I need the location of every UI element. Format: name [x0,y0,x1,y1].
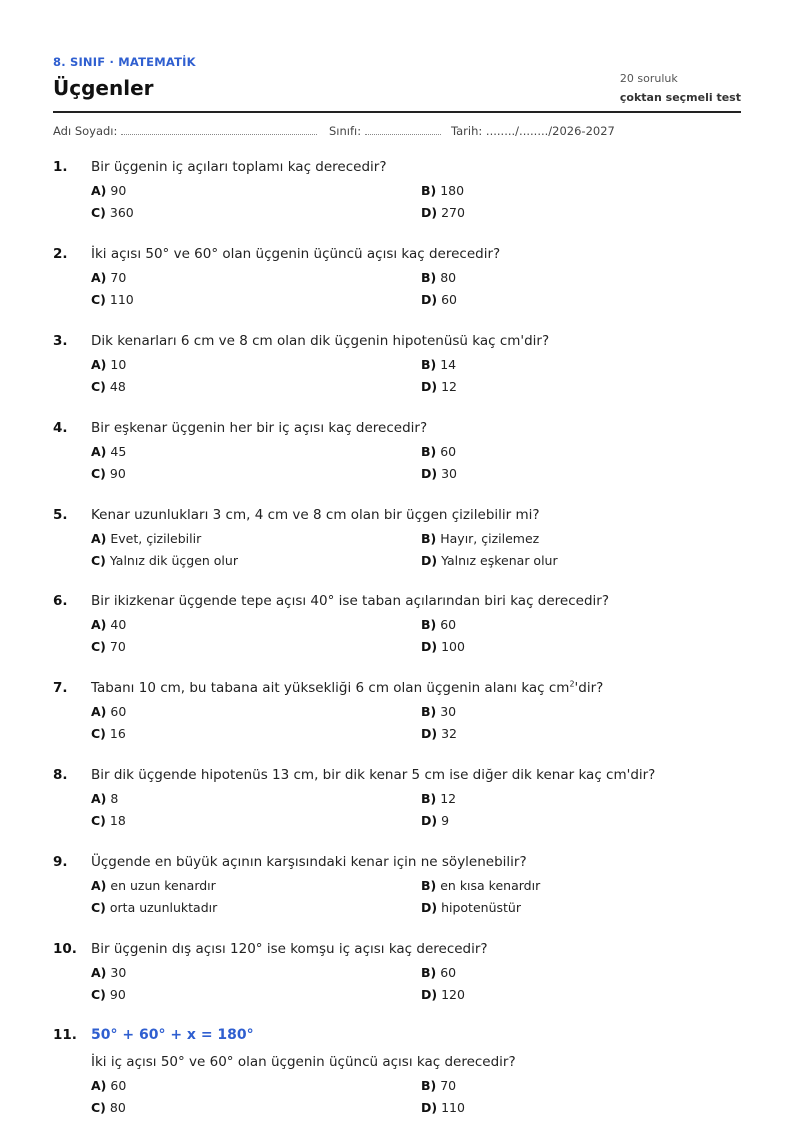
option-a[interactable]: A) 60 [91,1078,127,1093]
question-number: 6. [53,593,68,609]
question-count: 20 soruluk [619,72,678,85]
option-a[interactable]: A) Evet, çizilebilir [91,531,202,546]
question-text: Dik kenarları 6 cm ve 8 cm olan dik üçgenin hipotenüsü kaç cm'dir? [91,333,550,349]
grade-subject-label: 8. SINIF · MATEMATİK [53,55,196,69]
header-divider [53,111,741,113]
option-d[interactable]: D) 110 [421,1100,465,1115]
question-number: 8. [53,767,68,783]
option-a[interactable]: A) 30 [91,965,127,980]
question-number: 3. [53,333,68,349]
option-b[interactable]: B) 60 [421,444,457,459]
option-a[interactable]: A) 60 [91,704,127,719]
question-text: Bir eşkenar üçgenin her bir iç açısı kaç derecedir? [91,420,428,436]
option-c[interactable]: C) 18 [91,813,126,828]
option-b[interactable]: B) 180 [421,183,465,198]
test-type: çoktan seçmeli test [619,91,741,104]
question-text: Bir dik üçgende hipotenüs 13 cm, bir dik kenar 5 cm ise diğer dik kenar kaç cm'dir? [91,767,656,783]
name-label: Adı Soyadı: [53,124,118,138]
question-number: 1. [53,159,68,175]
option-b[interactable]: B) 60 [421,617,457,632]
question-formula: 50° + 60° + x = 180° [91,1027,254,1043]
option-d[interactable]: D) 60 [421,292,457,307]
option-d[interactable]: D) 100 [421,639,465,654]
option-d[interactable]: D) 32 [421,726,457,741]
date-label: Tarih: [451,124,483,138]
class-field[interactable] [329,124,441,138]
date-field[interactable] [451,124,615,138]
question-number: 9. [53,854,68,870]
option-d[interactable]: D) 120 [421,987,465,1002]
option-c[interactable]: C) 110 [91,292,134,307]
class-label: Sınıfı: [329,124,362,138]
option-a[interactable]: A) 70 [91,270,127,285]
option-b[interactable]: B) 30 [421,704,457,719]
option-c[interactable]: C) 80 [91,1100,126,1115]
option-a[interactable]: A) 90 [91,183,127,198]
option-d[interactable]: D) 30 [421,466,457,481]
question-text: İki açısı 50° ve 60° olan üçgenin üçüncü açısı kaç derecedir? [91,246,501,262]
question-text: Kenar uzunlukları 3 cm, 4 cm ve 8 cm olan bir üçgen çizilebilir mi? [91,507,540,523]
option-d[interactable]: D) 9 [421,813,450,828]
superscript-2: 2 [569,679,575,689]
question-number: 4. [53,420,68,436]
page-title: Üçgenler [53,76,154,100]
option-b[interactable]: B) en kısa kenardır [421,878,541,893]
option-c[interactable]: C) 16 [91,726,126,741]
option-c[interactable]: C) Yalnız dik üçgen olur [91,553,238,568]
question-number: 2. [53,246,68,262]
option-c[interactable]: C) 70 [91,639,126,654]
test-meta [620,71,741,108]
option-a[interactable]: A) 40 [91,617,127,632]
option-c[interactable]: C) 90 [91,466,126,481]
question-number: 11. [53,1027,77,1043]
question-text: Üçgende en büyük açının karşısındaki kenar için ne söylenebilir? [91,854,527,870]
date-value[interactable]: ......../......../2026-2027 [485,124,615,138]
option-b[interactable]: B) 70 [421,1078,457,1093]
option-a[interactable]: A) en uzun kenardır [91,878,216,893]
option-c[interactable]: C) orta uzunluktadır [91,900,218,915]
option-d[interactable]: D) 12 [421,379,457,394]
option-a[interactable]: A) 8 [91,791,119,806]
question-number: 5. [53,507,68,523]
option-b[interactable]: B) 80 [421,270,457,285]
question-text: Bir ikizkenar üçgende tepe açısı 40° ise taban açılarından biri kaç derecedir? [91,593,609,609]
option-d[interactable]: D) Yalnız eşkenar olur [421,553,558,568]
option-a[interactable]: A) 45 [91,444,127,459]
question-text: Tabanı 10 cm, bu tabana ait yüksekliği 6 cm olan üçgenin alanı kaç $cm^2'dir$? [91,679,604,696]
option-b[interactable]: B) Hayır, çizilemez [421,531,540,546]
option-a[interactable]: A) 10 [91,357,127,372]
option-b[interactable]: B) 60 [421,965,457,980]
question-text: Bir üçgenin iç açıları toplamı kaç derecedir? [91,159,387,175]
option-c[interactable]: C) 48 [91,379,126,394]
question-number: 10. [53,941,77,957]
option-c[interactable]: C) 90 [91,987,126,1002]
option-c[interactable]: C) 360 [91,205,134,220]
option-d[interactable]: D) 270 [421,205,465,220]
option-b[interactable]: B) 14 [421,357,457,372]
option-d[interactable]: D) hipotenüstür [421,900,521,915]
option-b[interactable]: B) 12 [421,791,457,806]
question-number: 7. [53,680,68,696]
question-text: İki iç açısı 50° ve 60° olan üçgenin üçüncü açısı kaç derecedir? [91,1054,516,1070]
class-blank[interactable] [365,125,441,135]
name-field[interactable] [53,124,317,138]
name-blank[interactable] [121,125,317,135]
question-text: Bir üçgenin dış açısı 120° ise komşu iç açısı kaç derecedir? [91,941,488,957]
